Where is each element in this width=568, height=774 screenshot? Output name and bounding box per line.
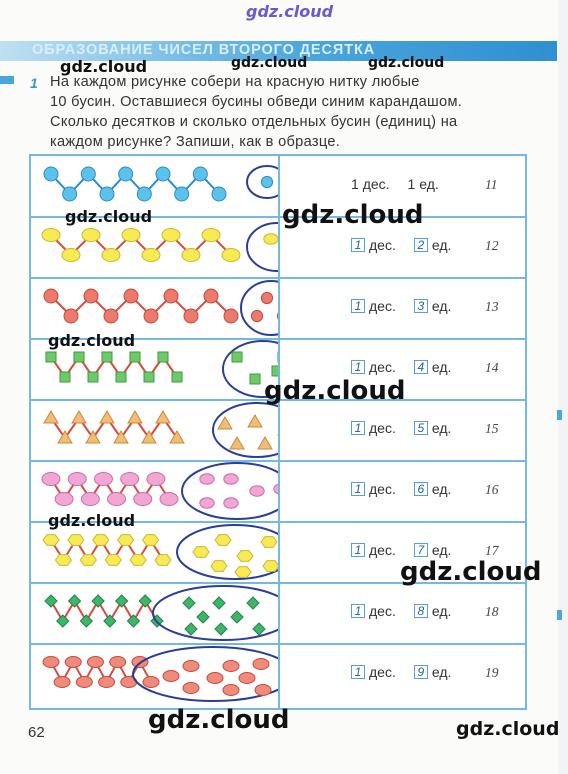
bead <box>253 659 269 670</box>
bead <box>183 661 199 672</box>
bead <box>42 473 60 486</box>
bead <box>143 535 159 546</box>
bead-picture <box>31 217 278 277</box>
number-value: 18 <box>485 604 499 619</box>
bead <box>215 535 231 546</box>
bead-picture <box>31 644 278 704</box>
bead <box>183 683 199 694</box>
bead <box>80 615 92 627</box>
bead <box>104 615 116 627</box>
number-value: 16 <box>485 482 499 497</box>
bead <box>74 352 84 362</box>
task-line: каждом рисунке? Запиши, как в образце. <box>50 134 341 150</box>
watermark: gdz.cloud <box>60 57 148 76</box>
bead-picture <box>31 278 278 338</box>
leftover-outline <box>247 223 278 271</box>
bead <box>224 498 238 508</box>
bead <box>57 615 69 627</box>
units-label: ед. <box>419 176 439 192</box>
bead <box>69 595 81 607</box>
bead <box>143 677 159 688</box>
watermark: gdz.cloud <box>282 200 424 230</box>
bead <box>65 657 81 668</box>
bead <box>102 352 112 362</box>
bead <box>163 671 179 682</box>
table-row <box>31 217 525 279</box>
tens-box[interactable]: 1 <box>351 543 365 557</box>
bead <box>55 555 71 566</box>
bead <box>224 474 238 484</box>
bead <box>88 372 98 382</box>
bead <box>272 366 278 376</box>
task-line: На каждом рисунке собери на красную нитку любые <box>50 74 420 90</box>
bead-string <box>51 296 231 316</box>
bead <box>204 289 218 303</box>
bead <box>230 437 244 449</box>
bead <box>248 415 262 427</box>
bead <box>139 595 151 607</box>
bead <box>142 249 160 262</box>
bead <box>264 234 278 244</box>
bead <box>102 249 120 262</box>
tens-box[interactable]: 1 <box>351 299 365 313</box>
bead <box>62 249 80 262</box>
watermark: gdz.cloud <box>231 55 308 71</box>
bead <box>211 561 227 572</box>
task-number: 1 <box>30 75 38 91</box>
number-value: 13 <box>485 299 499 314</box>
tens-label: дес. <box>362 176 390 192</box>
bead <box>127 615 139 627</box>
bead <box>100 411 114 423</box>
bead <box>193 547 209 558</box>
bead <box>86 431 100 443</box>
bead <box>184 309 198 323</box>
bead <box>94 473 112 486</box>
bead <box>55 493 73 506</box>
bead <box>118 535 134 546</box>
number-value: 19 <box>485 665 499 680</box>
answer <box>351 298 451 314</box>
bead <box>182 249 200 262</box>
bead <box>223 685 239 696</box>
bead <box>158 352 168 362</box>
tens-box[interactable]: 1 <box>351 482 365 496</box>
bead <box>193 167 207 181</box>
tens-value: 1 <box>351 176 359 192</box>
units-label: ед. <box>431 359 452 375</box>
bead <box>108 493 126 506</box>
bead <box>81 167 95 181</box>
page-number: 62 <box>28 724 45 741</box>
bead <box>213 597 225 609</box>
bead-picture <box>31 400 278 460</box>
units-label: ед. <box>431 237 452 253</box>
answer <box>351 420 451 436</box>
bead <box>277 310 278 321</box>
units-box[interactable]: 3 <box>414 299 428 313</box>
tens-box[interactable]: 1 <box>351 360 365 374</box>
bead <box>197 611 209 623</box>
task-line: 10 бусин. Оставшиеся бусины обведи синим карандашом. <box>50 94 463 110</box>
table-row <box>31 400 525 462</box>
tens-label: дес. <box>369 298 396 314</box>
bead-picture <box>31 522 278 582</box>
tens-label: дес. <box>369 359 396 375</box>
leftover-outline <box>241 281 278 335</box>
task-marker <box>0 76 14 84</box>
bead <box>237 551 253 562</box>
bead <box>261 176 272 187</box>
watermark: gdz.cloud <box>48 331 136 350</box>
bead <box>44 289 58 303</box>
bead <box>218 417 232 429</box>
bead <box>185 623 197 635</box>
bead <box>64 309 78 323</box>
answer <box>351 542 451 558</box>
units-label: ед. <box>431 664 452 680</box>
bead <box>68 473 86 486</box>
bead <box>251 310 262 321</box>
tens-box[interactable]: 1 <box>351 421 365 435</box>
bead-string <box>51 601 157 621</box>
bead <box>58 431 72 443</box>
bead <box>137 187 151 201</box>
bead <box>122 229 140 242</box>
bead <box>232 352 242 362</box>
units-box[interactable]: 2 <box>414 238 428 252</box>
tens-label: дес. <box>369 542 396 558</box>
bead <box>170 431 184 443</box>
bead <box>235 567 251 578</box>
number-value: 11 <box>485 177 498 192</box>
bead <box>46 352 56 362</box>
bead <box>162 229 180 242</box>
bead <box>119 167 133 181</box>
bead <box>104 309 118 323</box>
bead <box>124 289 138 303</box>
bead <box>144 372 154 382</box>
units-label: ед. <box>431 420 452 436</box>
watermark: gdz.cloud <box>368 55 445 71</box>
watermark: gdz.cloud <box>65 207 153 226</box>
units-box[interactable]: 8 <box>414 604 428 618</box>
bead <box>100 187 114 201</box>
bead <box>121 473 139 486</box>
watermark: gdz.cloud <box>246 2 334 21</box>
answer <box>351 237 451 253</box>
bead <box>200 474 214 484</box>
task-text <box>50 72 536 152</box>
bead <box>258 437 272 449</box>
table-row <box>31 583 525 645</box>
bead <box>76 677 92 688</box>
tens-box[interactable]: 1 <box>351 665 365 679</box>
bead <box>207 673 223 684</box>
units-label: ед. <box>431 481 452 497</box>
bead <box>82 229 100 242</box>
section-title: ОБРАЗОВАНИЕ ЧИСЕЛ ВТОРОГО ДЕСЯТКА <box>32 42 376 58</box>
bead-picture <box>31 583 278 643</box>
bead <box>105 555 121 566</box>
table-row <box>31 644 525 704</box>
number-value: 15 <box>485 421 499 436</box>
bead <box>60 372 70 382</box>
bead <box>147 473 165 486</box>
bead <box>110 657 126 668</box>
bead <box>43 657 59 668</box>
units-label: ед. <box>431 542 452 558</box>
bead <box>99 677 115 688</box>
answer <box>351 176 439 192</box>
bead <box>116 595 128 607</box>
bead <box>175 187 189 201</box>
bead <box>239 673 255 684</box>
watermark: gdz.cloud <box>400 557 542 587</box>
number-value: 17 <box>485 543 499 558</box>
bead <box>114 431 128 443</box>
bead <box>43 535 59 546</box>
bead <box>263 561 278 572</box>
bead <box>42 229 60 242</box>
edge-mark <box>557 410 562 420</box>
bead <box>200 498 214 508</box>
watermark: gdz.cloud <box>148 705 290 735</box>
bead <box>160 493 178 506</box>
units-value: 1 <box>407 176 416 192</box>
bead <box>183 597 195 609</box>
bead <box>54 677 70 688</box>
tens-label: дес. <box>369 664 396 680</box>
bead <box>222 249 240 262</box>
bead <box>172 372 182 382</box>
number-value: 12 <box>485 238 499 253</box>
bead <box>93 535 109 546</box>
bead <box>130 352 140 362</box>
units-box[interactable]: 4 <box>414 360 428 374</box>
task-line: Сколько десятков и сколько отдельных бусин (единиц) на <box>50 114 458 130</box>
bead <box>212 187 226 201</box>
bead <box>81 493 99 506</box>
bead <box>68 535 84 546</box>
bead <box>142 431 156 443</box>
tens-box[interactable]: 1 <box>351 604 365 618</box>
bead <box>80 555 96 566</box>
bead <box>250 486 264 496</box>
bead <box>202 229 220 242</box>
units-label: ед. <box>431 603 452 619</box>
bead <box>223 661 239 672</box>
page-edge <box>558 0 568 774</box>
edge-mark <box>557 610 562 620</box>
bead <box>128 411 142 423</box>
answer <box>351 603 451 619</box>
bead <box>84 289 98 303</box>
bead <box>261 537 277 548</box>
bead <box>253 623 265 635</box>
bead <box>247 597 259 609</box>
bead <box>155 555 171 566</box>
tens-label: дес. <box>369 481 396 497</box>
bead <box>92 595 104 607</box>
bead <box>44 167 58 181</box>
units-label: ед. <box>431 298 452 314</box>
number-value: 14 <box>485 360 499 375</box>
answer <box>351 359 451 375</box>
bead <box>144 309 158 323</box>
leftover-outline <box>177 525 278 579</box>
tens-label: дес. <box>369 603 396 619</box>
tens-label: дес. <box>369 237 396 253</box>
bead <box>224 309 238 323</box>
units-box[interactable]: 6 <box>414 482 428 496</box>
bead <box>215 623 227 635</box>
watermark: gdz.cloud <box>48 511 136 530</box>
watermark: gdz.cloud <box>456 718 560 740</box>
bead <box>250 374 260 384</box>
answer <box>351 481 451 497</box>
bead <box>261 292 272 303</box>
units-box[interactable]: 5 <box>414 421 428 435</box>
units-box[interactable]: 9 <box>414 665 428 679</box>
bead <box>134 493 152 506</box>
tens-label: дес. <box>369 420 396 436</box>
bead <box>156 411 170 423</box>
bead <box>45 595 57 607</box>
bead <box>130 555 146 566</box>
exercise-table <box>29 154 527 710</box>
bead <box>156 167 170 181</box>
answer <box>351 664 451 680</box>
bead <box>87 657 103 668</box>
bead <box>274 484 278 494</box>
bead <box>164 289 178 303</box>
watermark: gdz.cloud <box>264 376 406 406</box>
bead <box>44 411 58 423</box>
bead <box>255 685 271 696</box>
bead <box>63 187 77 201</box>
units-box[interactable]: 7 <box>414 543 428 557</box>
tens-box[interactable]: 1 <box>351 238 365 252</box>
bead <box>72 411 86 423</box>
bead <box>116 372 126 382</box>
bead <box>231 611 243 623</box>
